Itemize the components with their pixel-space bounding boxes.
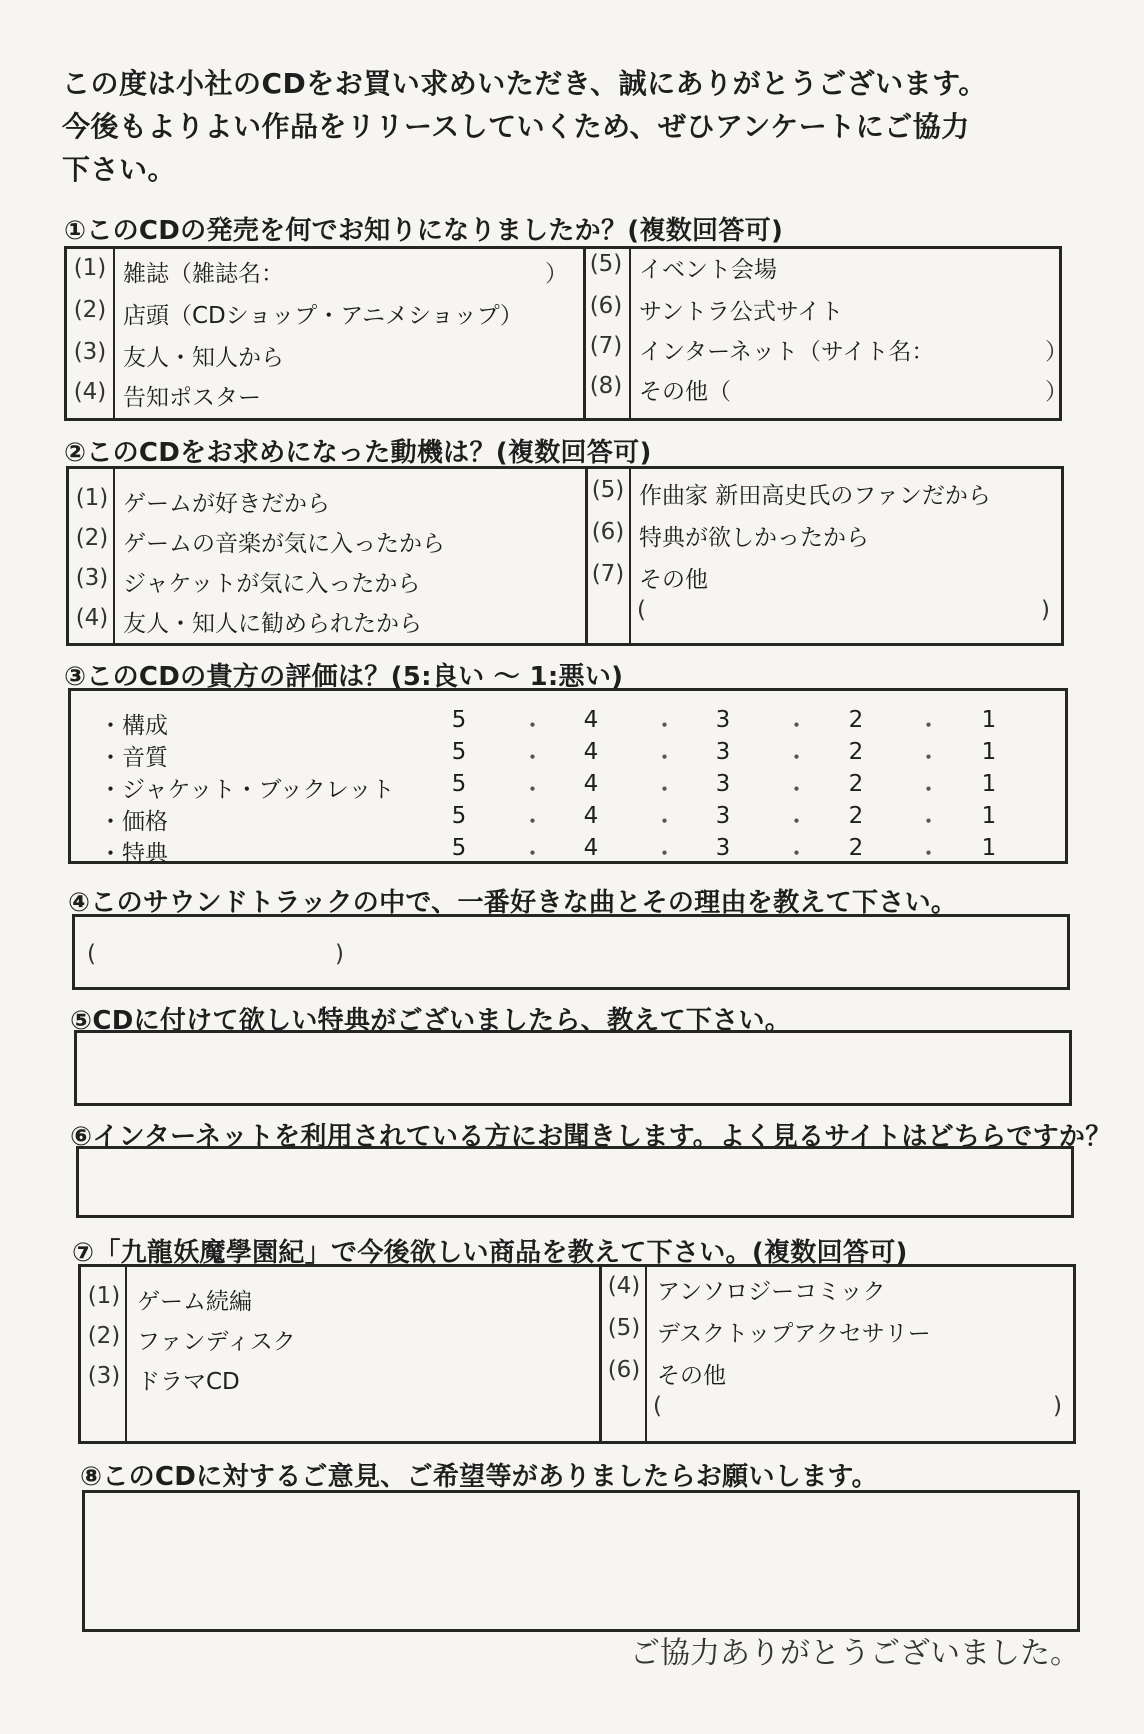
q3-score-separator: ・ (653, 809, 676, 835)
q7-option-2-label: ファンディスク (137, 1329, 296, 1355)
q3-score-option[interactable]: 2 (848, 803, 864, 829)
q3-rating-row (71, 707, 1065, 737)
q7-other-open-paren: ( (653, 1393, 662, 1419)
q2-option-1-label: ゲームが好きだから (123, 491, 330, 517)
q2-option-3-label: ジャケットが気に入ったから (123, 571, 421, 597)
q3-score-option[interactable]: 1 (981, 803, 997, 829)
q8-heading: ⑧このCDに対するご意見、ご希望等がありましたらお願いします。 (80, 1462, 878, 1492)
q3-rating-row (71, 835, 1065, 865)
q3-score-separator: ・ (653, 713, 676, 739)
q7-other-close-paren: ) (1053, 1393, 1062, 1419)
q3-score-separator: ・ (653, 777, 676, 803)
q2-option-6-num: (6) (591, 519, 625, 545)
q2-other-open-paren: ( (637, 597, 646, 623)
q3-score-option[interactable]: 4 (583, 771, 599, 797)
q3-score-separator: ・ (785, 745, 808, 771)
q1-option-8-num: (8) (589, 373, 623, 399)
q3-score-option[interactable]: 2 (848, 771, 864, 797)
q2-option-5-label: 作曲家 新田高史氏のファンだから (639, 483, 991, 509)
q1-option-7-close-paren: ） (1045, 339, 1068, 365)
q3-rating-label: ・特典 (99, 841, 168, 867)
q4-open-paren: ( (87, 941, 96, 967)
q1-option-1-close-paren: ） (545, 261, 568, 287)
q1-option-6-num: (6) (589, 293, 623, 319)
q2-option-4-label: 友人・知人に勧められたから (123, 611, 422, 637)
q8-answer-box[interactable] (82, 1490, 1080, 1632)
q5-answer-box[interactable] (74, 1030, 1072, 1106)
q3-score-separator: ・ (917, 713, 940, 739)
q3-rating-label: ・構成 (99, 713, 168, 739)
q1-option-1-label: 雑誌（雑誌名： (123, 261, 284, 287)
q5-heading: ⑤CDに付けて欲しい特典がございましたら、教えて下さい。 (70, 1006, 792, 1036)
q1-option-4-num: (4) (73, 379, 107, 405)
q7-option-6-label: その他 (657, 1363, 726, 1389)
q1-options-box (64, 246, 1068, 421)
q3-score-option[interactable]: 4 (583, 803, 599, 829)
q7-option-1-num: (1) (87, 1283, 121, 1309)
q2-option-3-num: (3) (75, 565, 109, 591)
q2-heading: ②このCDをお求めになった動機は？(複数回答可) (64, 438, 652, 468)
q1-divider-left-num (113, 249, 115, 418)
q3-score-option[interactable]: 5 (451, 739, 467, 765)
q4-heading: ④このサウンドトラックの中で、一番好きな曲とその理由を教えて下さい。 (68, 888, 958, 918)
q7-option-4-label: アンソロジーコミック (657, 1279, 886, 1305)
q3-score-separator: ・ (785, 809, 808, 835)
q3-score-option[interactable]: 3 (715, 707, 731, 733)
q7-option-3-num: (3) (87, 1363, 121, 1389)
q1-option-3-label: 友人・知人から (123, 345, 284, 371)
q1-divider-right-num (629, 249, 631, 418)
q3-score-separator: ・ (521, 777, 544, 803)
q4-answer-box[interactable] (72, 914, 1070, 990)
q1-option-3-num: (3) (73, 339, 107, 365)
q1-option-2-label: 店頭（CDショップ・アニメショップ） (123, 303, 523, 329)
q3-score-separator: ・ (785, 777, 808, 803)
q3-rating-box (68, 688, 1068, 867)
q3-score-option[interactable]: 4 (583, 835, 599, 861)
q3-score-option[interactable]: 2 (848, 739, 864, 765)
q3-rating-row (71, 771, 1065, 801)
q3-score-option[interactable]: 5 (451, 707, 467, 733)
q7-heading: ⑦「九龍妖魔學園紀」で今後欲しい商品を教えて下さい。(複数回答可) (72, 1238, 908, 1268)
q3-rating-label: ・音質 (99, 745, 168, 771)
q3-score-separator: ・ (917, 745, 940, 771)
q1-option-7-num: (7) (589, 333, 623, 359)
q3-rating-label: ・ジャケット・ブックレット (99, 777, 395, 803)
q2-other-close-paren: ) (1041, 597, 1050, 623)
q2-option-6-label: 特典が欲しかったから (639, 525, 869, 551)
q7-option-5-label: デスクトップアクセサリー (657, 1321, 931, 1347)
q1-option-5-num: (5) (589, 251, 623, 277)
q7-option-6-num: (6) (607, 1357, 641, 1383)
q1-option-2-num: (2) (73, 297, 107, 323)
q3-score-separator: ・ (785, 713, 808, 739)
q3-score-separator: ・ (521, 713, 544, 739)
q3-score-option[interactable]: 5 (451, 771, 467, 797)
q3-score-separator: ・ (653, 841, 676, 867)
q3-score-option[interactable]: 4 (583, 707, 599, 733)
q2-option-5-num: (5) (591, 477, 625, 503)
q3-rating-row (71, 803, 1065, 833)
q1-option-7-label: インターネット（サイト名： (639, 339, 935, 365)
q1-heading: ①このCDの発売を何でお知りになりましたか？(複数回答可) (64, 216, 784, 246)
q3-score-option[interactable]: 4 (583, 739, 599, 765)
q3-score-option[interactable]: 2 (848, 707, 864, 733)
q1-option-4-label: 告知ポスター (123, 385, 261, 411)
q1-option-8-close-paren: ） (1045, 379, 1068, 405)
q4-close-paren: ) (335, 941, 344, 967)
q3-score-separator: ・ (785, 841, 808, 867)
q3-score-option[interactable]: 3 (715, 835, 731, 861)
q2-option-7-num: (7) (591, 561, 625, 587)
q2-option-4-num: (4) (75, 605, 109, 631)
q3-score-option[interactable]: 5 (451, 803, 467, 829)
q3-score-separator: ・ (653, 745, 676, 771)
intro-text (62, 62, 1082, 191)
q3-score-separator: ・ (917, 841, 940, 867)
q1-option-5-label: イベント会場 (639, 257, 777, 283)
q3-score-option[interactable]: 3 (715, 771, 731, 797)
q3-score-separator: ・ (521, 841, 544, 867)
q7-option-4-num: (4) (607, 1273, 641, 1299)
q3-score-option[interactable]: 3 (715, 739, 731, 765)
q2-options-box (66, 466, 1064, 646)
q7-option-2-num: (2) (87, 1323, 121, 1349)
intro-line-1: この度は小社のCDをお買い求めいただき、誠にありがとうございます。 (62, 67, 987, 100)
q3-score-separator: ・ (521, 809, 544, 835)
q3-rating-label: ・価格 (99, 809, 168, 835)
q7-options-box (78, 1264, 1076, 1444)
q6-heading: ⑥インターネットを利用されている方にお聞きします。よく見るサイトはどちらですか？ (70, 1122, 1112, 1152)
q3-score-separator: ・ (521, 745, 544, 771)
q3-score-separator: ・ (917, 809, 940, 835)
q7-option-3-label: ドラマCD (137, 1369, 240, 1395)
q3-score-separator: ・ (917, 777, 940, 803)
q3-score-option[interactable]: 1 (981, 707, 997, 733)
q3-score-option[interactable]: 1 (981, 739, 997, 765)
q2-option-2-num: (2) (75, 525, 109, 551)
q2-option-2-label: ゲームの音楽が気に入ったから (123, 531, 445, 557)
q2-option-7-label: その他 (639, 567, 708, 593)
q3-heading: ③このCDの貴方の評価は？(5:良い 〜 1:悪い) (64, 662, 624, 692)
q7-option-5-num: (5) (607, 1315, 641, 1341)
intro-line-3: 下さい。 (62, 153, 177, 186)
q1-option-8-label: その他（ (639, 379, 731, 405)
q3-rating-row (71, 739, 1065, 769)
thanks-message: ご協力ありがとうございました。 (630, 1636, 1080, 1671)
q3-score-option[interactable]: 2 (848, 835, 864, 861)
q2-option-1-num: (1) (75, 485, 109, 511)
q1-option-6-label: サントラ公式サイト (639, 299, 844, 325)
q7-option-1-label: ゲーム続編 (137, 1289, 252, 1315)
q6-answer-box[interactable] (76, 1146, 1074, 1218)
intro-line-2: 今後もよりよい作品をリリースしていくため、ぜひアンケートにご協力 (62, 110, 970, 143)
q3-score-option[interactable]: 1 (981, 835, 997, 861)
q1-option-1-num: (1) (73, 255, 107, 281)
q3-score-option[interactable]: 1 (981, 771, 997, 797)
q3-score-option[interactable]: 5 (451, 835, 467, 861)
q3-score-option[interactable]: 3 (715, 803, 731, 829)
